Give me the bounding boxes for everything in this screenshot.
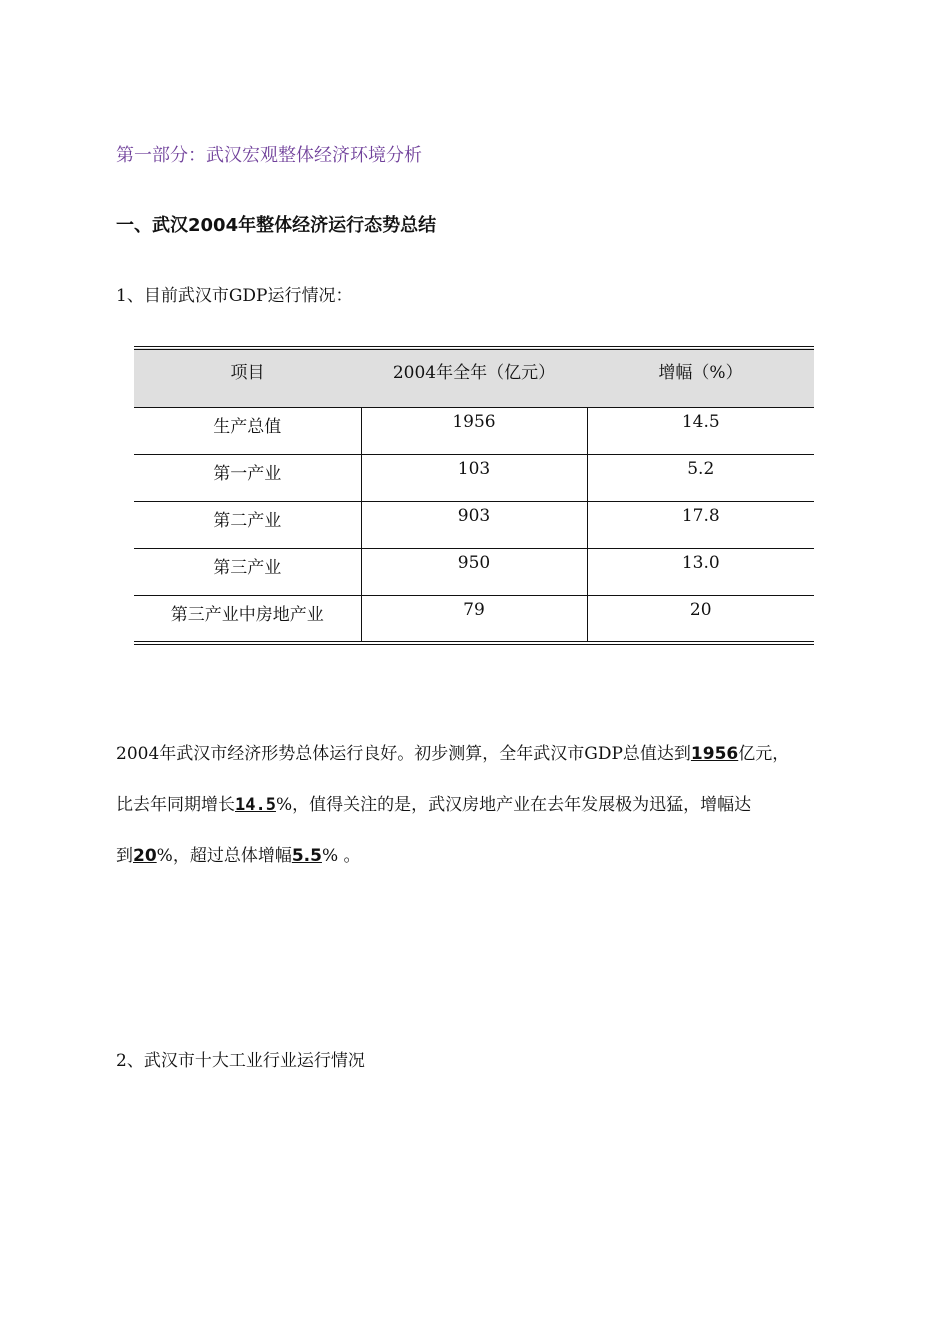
subsection-title-gdp: 1、目前武汉市GDP运行情况： — [116, 286, 353, 306]
paragraph-line-2 — [116, 790, 856, 815]
section-title: 一、武汉2004年整体经济运行态势总结 — [116, 215, 437, 236]
realestate-growth-value: 20 — [133, 846, 157, 866]
table-header-growth: 增幅（%） — [587, 348, 814, 408]
table-cell: 第三产业 — [134, 549, 361, 596]
table-header-item: 项目 — [134, 348, 361, 408]
table-cell: 14.5 — [587, 408, 814, 455]
table-cell: 第二产业 — [134, 502, 361, 549]
gdp-table — [134, 346, 814, 645]
part-title: 第一部分：武汉宏观整体经济环境分析 — [116, 145, 422, 166]
table-header-value: 2004年全年（亿元） — [361, 348, 587, 408]
gdp-total-value: 1956 — [690, 744, 739, 764]
paragraph-line-3 — [116, 841, 856, 866]
table-row — [134, 549, 814, 596]
table-cell: 13.0 — [587, 549, 814, 596]
table-cell: 5.2 — [587, 455, 814, 502]
table-cell: 第三产业中房地产业 — [170, 605, 324, 625]
table-cell: 生产总值 — [134, 408, 361, 455]
subsection-title-industry: 2、武汉市十大工业行业运行情况 — [116, 1051, 365, 1071]
table-cell: 20 — [587, 596, 814, 643]
gdp-table-container — [134, 346, 814, 645]
paragraph-text: 2004年武汉市经济形势总体运行良好。初步测算，全年武汉市GDP总值达到 — [116, 744, 691, 764]
table-cell: 17.8 — [587, 502, 814, 549]
table-row — [134, 596, 814, 643]
table-row — [134, 455, 814, 502]
paragraph-text: 比去年同期增长 — [116, 795, 235, 815]
table-cell: 103 — [361, 455, 587, 502]
paragraph-text: %，值得关注的是，武汉房地产业在去年发展极为迅猛，增幅达 — [275, 795, 752, 815]
table-row — [134, 408, 814, 455]
paragraph-text: 亿元， — [738, 744, 790, 764]
exceed-growth-value: 5.5 — [291, 846, 322, 866]
growth-rate-value: 14.5 — [235, 795, 276, 815]
table-cell: 903 — [361, 502, 587, 549]
table-cell: 950 — [361, 549, 587, 596]
table-row — [134, 502, 814, 549]
table-cell: 1956 — [361, 408, 587, 455]
paragraph-text: % 。 — [321, 846, 361, 866]
table-header-row — [134, 348, 814, 408]
table-cell: 79 — [361, 596, 587, 643]
paragraph-text: %，超过总体增幅 — [156, 846, 292, 866]
paragraph-text: 到 — [116, 846, 133, 866]
paragraph-line-1 — [116, 739, 856, 764]
table-cell: 第一产业 — [134, 455, 361, 502]
